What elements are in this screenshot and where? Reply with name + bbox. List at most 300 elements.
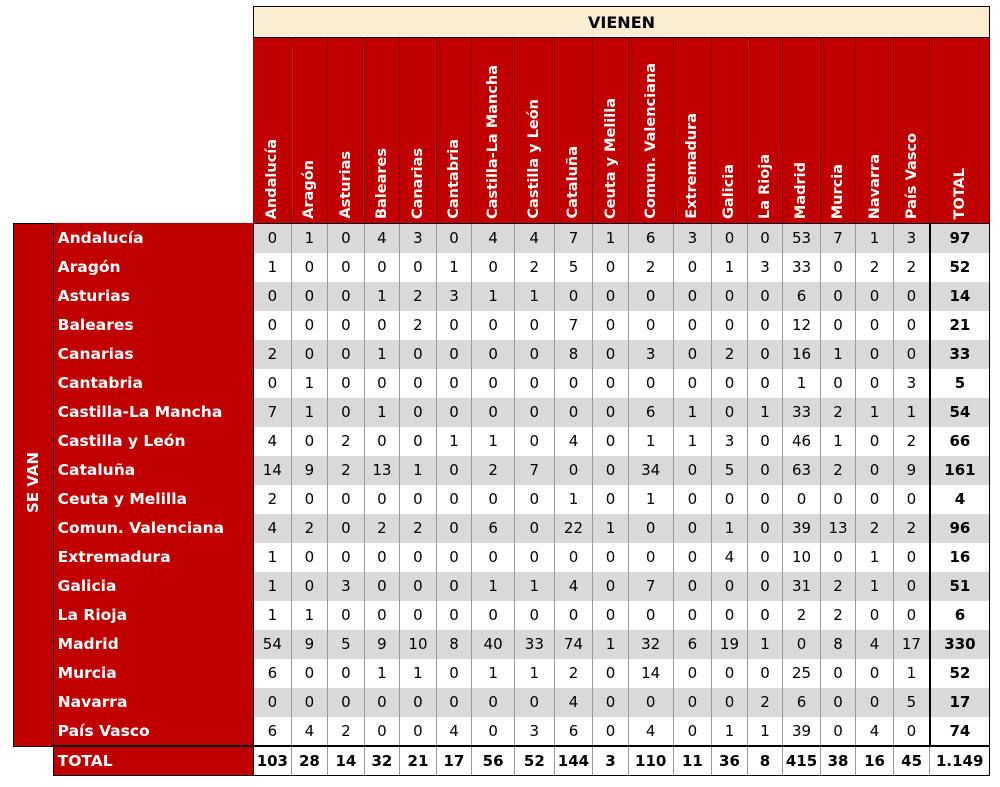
data-cell: 0 [436, 398, 471, 427]
data-cell: 0 [364, 369, 399, 398]
row-header: Baleares [53, 311, 253, 340]
row-total-cell: 97 [930, 224, 990, 253]
data-cell: 0 [593, 398, 628, 427]
data-cell: 0 [673, 340, 712, 369]
column-header [515, 38, 555, 224]
data-cell: 0 [254, 224, 292, 253]
data-cell: 0 [593, 253, 628, 282]
data-cell: 2 [364, 514, 399, 543]
data-cell: 0 [593, 311, 628, 340]
data-cell: 1 [673, 427, 712, 456]
data-cell: 3 [436, 282, 471, 311]
grand-total-cell: 1.149 [930, 746, 990, 776]
data-cell: 0 [328, 224, 365, 253]
column-total-cell: 38 [820, 746, 855, 776]
data-cell: 0 [820, 369, 855, 398]
data-cell: 10 [783, 543, 821, 572]
row-header: Castilla y León [53, 427, 253, 456]
data-cell: 2 [820, 572, 855, 601]
table-row [14, 311, 990, 340]
data-cell: 0 [628, 543, 673, 572]
data-cell: 0 [593, 485, 628, 514]
data-cell: 0 [820, 659, 855, 688]
data-cell: 1 [712, 514, 747, 543]
data-cell: 0 [593, 543, 628, 572]
data-cell: 1 [254, 601, 292, 630]
data-cell: 1 [593, 630, 628, 659]
table-row [14, 572, 990, 601]
data-cell: 1 [436, 427, 471, 456]
data-cell: 0 [400, 543, 437, 572]
data-cell: 2 [893, 427, 930, 456]
data-cell: 3 [893, 369, 930, 398]
data-cell: 0 [515, 311, 555, 340]
data-cell: 3 [328, 572, 365, 601]
data-cell: 1 [254, 572, 292, 601]
data-cell: 0 [400, 717, 437, 747]
row-total-cell: 6 [930, 601, 990, 630]
data-cell: 0 [747, 427, 782, 456]
row-header: Galicia [53, 572, 253, 601]
data-cell: 0 [747, 659, 782, 688]
data-cell: 1 [472, 427, 515, 456]
data-cell: 0 [856, 485, 894, 514]
data-cell: 0 [436, 659, 471, 688]
data-cell: 2 [856, 253, 894, 282]
data-cell: 2 [291, 514, 328, 543]
data-cell: 7 [554, 311, 593, 340]
data-cell: 0 [712, 572, 747, 601]
data-cell: 2 [893, 514, 930, 543]
column-total-cell: 11 [673, 746, 712, 776]
data-cell: 0 [328, 398, 365, 427]
data-cell: 7 [254, 398, 292, 427]
column-header [820, 38, 855, 224]
row-header: Ceuta y Melilla [53, 485, 253, 514]
data-cell: 1 [673, 398, 712, 427]
row-total-cell: 52 [930, 253, 990, 282]
data-cell: 4 [436, 717, 471, 747]
data-cell: 1 [783, 369, 821, 398]
data-cell: 2 [328, 456, 365, 485]
column-header-label: Galicia [721, 164, 738, 219]
data-cell: 8 [436, 630, 471, 659]
column-header [893, 38, 930, 224]
row-total-cell: 66 [930, 427, 990, 456]
data-cell: 0 [673, 456, 712, 485]
table-row [14, 630, 990, 659]
table-row [14, 398, 990, 427]
data-cell: 0 [472, 717, 515, 747]
data-cell: 7 [820, 224, 855, 253]
data-cell: 0 [515, 543, 555, 572]
data-cell: 13 [820, 514, 855, 543]
data-cell: 2 [472, 456, 515, 485]
data-cell: 3 [747, 253, 782, 282]
data-cell: 1 [820, 427, 855, 456]
data-cell: 2 [254, 485, 292, 514]
data-cell: 0 [436, 485, 471, 514]
totals-row-header: TOTAL [53, 746, 253, 776]
data-cell: 1 [254, 253, 292, 282]
column-header-total-label: TOTAL [951, 167, 968, 219]
data-cell: 0 [554, 543, 593, 572]
data-cell: 0 [893, 282, 930, 311]
data-cell: 0 [820, 485, 855, 514]
data-cell: 4 [515, 224, 555, 253]
data-cell: 74 [554, 630, 593, 659]
data-cell: 33 [783, 398, 821, 427]
data-cell: 1 [472, 282, 515, 311]
data-cell: 9 [364, 630, 399, 659]
data-cell: 0 [856, 456, 894, 485]
data-cell: 0 [593, 572, 628, 601]
data-cell: 0 [783, 630, 821, 659]
row-header: Castilla-La Mancha [53, 398, 253, 427]
data-cell: 0 [673, 717, 712, 747]
row-total-cell: 33 [930, 340, 990, 369]
data-cell: 4 [628, 717, 673, 747]
row-total-cell: 74 [930, 717, 990, 747]
column-header [628, 38, 673, 224]
row-total-cell: 17 [930, 688, 990, 717]
data-cell: 0 [593, 427, 628, 456]
data-cell: 5 [328, 630, 365, 659]
data-cell: 1 [856, 543, 894, 572]
data-cell: 2 [747, 688, 782, 717]
data-cell: 1 [712, 253, 747, 282]
data-cell: 1 [515, 659, 555, 688]
data-cell: 0 [820, 717, 855, 747]
data-cell: 0 [364, 543, 399, 572]
column-total-cell: 28 [291, 746, 328, 776]
data-cell: 0 [554, 601, 593, 630]
data-cell: 2 [712, 340, 747, 369]
data-cell: 1 [593, 224, 628, 253]
row-total-cell: 5 [930, 369, 990, 398]
data-cell: 0 [328, 340, 365, 369]
data-cell: 7 [554, 224, 593, 253]
table-row [14, 601, 990, 630]
row-total-cell: 52 [930, 659, 990, 688]
data-cell: 0 [472, 688, 515, 717]
data-cell: 2 [400, 311, 437, 340]
data-cell: 0 [291, 427, 328, 456]
column-total-cell: 14 [328, 746, 365, 776]
data-cell: 0 [254, 282, 292, 311]
data-cell: 6 [554, 717, 593, 747]
data-cell: 1 [554, 485, 593, 514]
data-cell: 0 [328, 514, 365, 543]
column-header-label: Navarra [866, 153, 883, 219]
corner-blank [14, 7, 254, 224]
data-cell: 0 [712, 282, 747, 311]
column-header-label: Extremadura [684, 113, 701, 219]
data-cell: 0 [291, 659, 328, 688]
column-total-cell: 110 [628, 746, 673, 776]
data-cell: 6 [628, 398, 673, 427]
vienen-header: VIENEN [254, 7, 990, 38]
data-cell: 3 [400, 224, 437, 253]
data-cell: 0 [472, 253, 515, 282]
column-header-label: Aragón [301, 160, 318, 219]
data-cell: 1 [747, 630, 782, 659]
data-cell: 4 [254, 514, 292, 543]
data-cell: 0 [856, 601, 894, 630]
data-cell: 0 [820, 543, 855, 572]
column-header-label: Madrid [793, 161, 810, 219]
data-cell: 0 [747, 601, 782, 630]
data-cell: 2 [856, 514, 894, 543]
data-cell: 6 [254, 659, 292, 688]
totals-row [14, 746, 990, 776]
data-cell: 0 [554, 398, 593, 427]
data-cell: 0 [712, 369, 747, 398]
data-cell: 5 [893, 688, 930, 717]
data-cell: 0 [364, 427, 399, 456]
row-total-cell: 4 [930, 485, 990, 514]
table-row [14, 427, 990, 456]
data-cell: 0 [593, 456, 628, 485]
table-row [14, 456, 990, 485]
data-cell: 6 [254, 717, 292, 747]
column-header [291, 38, 328, 224]
data-cell: 0 [673, 369, 712, 398]
data-cell: 12 [783, 311, 821, 340]
row-total-cell: 54 [930, 398, 990, 427]
data-cell: 0 [328, 485, 365, 514]
data-cell: 0 [820, 688, 855, 717]
data-cell: 1 [515, 572, 555, 601]
data-cell: 0 [436, 601, 471, 630]
data-cell: 0 [515, 340, 555, 369]
column-total-cell: 8 [747, 746, 782, 776]
data-cell: 0 [673, 572, 712, 601]
data-cell: 0 [472, 485, 515, 514]
data-cell: 0 [364, 311, 399, 340]
column-total-cell: 32 [364, 746, 399, 776]
data-cell: 1 [856, 572, 894, 601]
table-row [14, 282, 990, 311]
row-header: Canarias [53, 340, 253, 369]
data-cell: 0 [673, 601, 712, 630]
table-row [14, 659, 990, 688]
column-header [747, 38, 782, 224]
data-cell: 0 [628, 311, 673, 340]
column-header-label: Castilla y León [526, 99, 543, 219]
data-cell: 1 [515, 282, 555, 311]
table-row [14, 543, 990, 572]
table-row [14, 340, 990, 369]
data-cell: 0 [328, 601, 365, 630]
data-cell: 0 [364, 485, 399, 514]
data-cell: 1 [291, 369, 328, 398]
data-cell: 0 [593, 688, 628, 717]
data-cell: 0 [820, 311, 855, 340]
data-cell: 2 [400, 514, 437, 543]
data-cell: 0 [712, 601, 747, 630]
migration-matrix-table [13, 6, 990, 776]
data-cell: 7 [628, 572, 673, 601]
data-cell: 1 [747, 717, 782, 747]
data-cell: 3 [515, 717, 555, 747]
data-cell: 54 [254, 630, 292, 659]
data-cell: 0 [436, 572, 471, 601]
data-cell: 0 [436, 224, 471, 253]
data-cell: 0 [628, 601, 673, 630]
data-cell: 8 [554, 340, 593, 369]
data-cell: 0 [328, 369, 365, 398]
data-cell: 1 [893, 659, 930, 688]
data-cell: 1 [364, 659, 399, 688]
table-row [14, 224, 990, 253]
data-cell: 0 [291, 543, 328, 572]
data-cell: 0 [436, 543, 471, 572]
data-cell: 7 [515, 456, 555, 485]
data-cell: 0 [747, 514, 782, 543]
data-cell: 1 [856, 224, 894, 253]
data-cell: 0 [472, 369, 515, 398]
data-cell: 0 [712, 659, 747, 688]
data-cell: 0 [436, 369, 471, 398]
data-cell: 0 [436, 514, 471, 543]
data-cell: 0 [712, 485, 747, 514]
row-total-cell: 14 [930, 282, 990, 311]
data-cell: 0 [673, 543, 712, 572]
data-cell: 0 [328, 688, 365, 717]
data-cell: 1 [291, 601, 328, 630]
data-cell: 0 [747, 340, 782, 369]
data-cell: 0 [328, 282, 365, 311]
data-cell: 9 [291, 456, 328, 485]
data-cell: 0 [856, 340, 894, 369]
table-row [14, 717, 990, 747]
column-total-cell: 17 [436, 746, 471, 776]
column-header [472, 38, 515, 224]
data-cell: 34 [628, 456, 673, 485]
data-cell: 1 [254, 543, 292, 572]
data-cell: 14 [254, 456, 292, 485]
data-cell: 0 [856, 282, 894, 311]
data-cell: 0 [436, 311, 471, 340]
data-cell: 1 [364, 398, 399, 427]
data-cell: 4 [856, 630, 894, 659]
data-cell: 0 [893, 572, 930, 601]
column-header-label: Castilla-La Mancha [485, 64, 502, 219]
data-cell: 0 [400, 485, 437, 514]
row-total-cell: 51 [930, 572, 990, 601]
row-header: Murcia [53, 659, 253, 688]
data-cell: 1 [400, 659, 437, 688]
data-cell: 0 [291, 311, 328, 340]
data-cell: 0 [747, 311, 782, 340]
data-cell: 2 [400, 282, 437, 311]
data-cell: 0 [856, 427, 894, 456]
row-header: País Vasco [53, 717, 253, 747]
data-cell: 0 [712, 398, 747, 427]
data-cell: 0 [712, 224, 747, 253]
column-header [593, 38, 628, 224]
data-cell: 0 [364, 253, 399, 282]
data-cell: 1 [472, 659, 515, 688]
table-row [14, 369, 990, 398]
data-cell: 46 [783, 427, 821, 456]
data-cell: 0 [628, 282, 673, 311]
data-cell: 0 [893, 485, 930, 514]
data-cell: 0 [472, 311, 515, 340]
row-header: Cantabria [53, 369, 253, 398]
column-header-label: Ceuta y Melilla [602, 98, 619, 219]
data-cell: 1 [747, 398, 782, 427]
data-cell: 0 [515, 427, 555, 456]
column-header-label: País Vasco [903, 132, 920, 219]
data-cell: 2 [783, 601, 821, 630]
data-cell: 0 [400, 601, 437, 630]
data-cell: 0 [472, 340, 515, 369]
column-header-label: Andalucía [264, 138, 281, 219]
data-cell: 0 [554, 369, 593, 398]
data-cell: 0 [893, 717, 930, 747]
data-cell: 0 [628, 369, 673, 398]
column-total-cell: 103 [254, 746, 292, 776]
column-header-label: Comun. Valenciana [642, 63, 659, 219]
se-van-header [14, 224, 54, 747]
data-cell: 0 [472, 543, 515, 572]
data-cell: 0 [254, 311, 292, 340]
data-cell: 0 [673, 659, 712, 688]
column-total-cell: 36 [712, 746, 747, 776]
data-cell: 1 [472, 572, 515, 601]
data-cell: 0 [400, 369, 437, 398]
data-cell: 0 [712, 311, 747, 340]
data-cell: 4 [254, 427, 292, 456]
data-cell: 0 [254, 688, 292, 717]
data-cell: 39 [783, 514, 821, 543]
data-cell: 10 [400, 630, 437, 659]
data-cell: 63 [783, 456, 821, 485]
data-cell: 0 [820, 282, 855, 311]
data-cell: 0 [747, 543, 782, 572]
data-cell: 0 [593, 717, 628, 747]
column-header [436, 38, 471, 224]
data-cell: 0 [747, 369, 782, 398]
data-cell: 33 [783, 253, 821, 282]
data-cell: 0 [328, 253, 365, 282]
data-cell: 39 [783, 717, 821, 747]
column-header [783, 38, 821, 224]
data-cell: 0 [673, 311, 712, 340]
row-total-cell: 330 [930, 630, 990, 659]
data-cell: 2 [893, 253, 930, 282]
table-row [14, 485, 990, 514]
data-cell: 0 [593, 659, 628, 688]
data-cell: 3 [712, 427, 747, 456]
data-cell: 0 [364, 688, 399, 717]
data-cell: 31 [783, 572, 821, 601]
data-cell: 17 [893, 630, 930, 659]
column-header-label: Canarias [409, 147, 426, 219]
column-total-cell: 16 [856, 746, 894, 776]
column-total-cell: 45 [893, 746, 930, 776]
data-cell: 0 [436, 688, 471, 717]
column-header [364, 38, 399, 224]
data-cell: 1 [436, 253, 471, 282]
data-cell: 0 [515, 688, 555, 717]
data-cell: 9 [291, 630, 328, 659]
row-header: Cataluña [53, 456, 253, 485]
column-header-label: Cantabria [445, 139, 462, 219]
data-cell: 0 [820, 253, 855, 282]
